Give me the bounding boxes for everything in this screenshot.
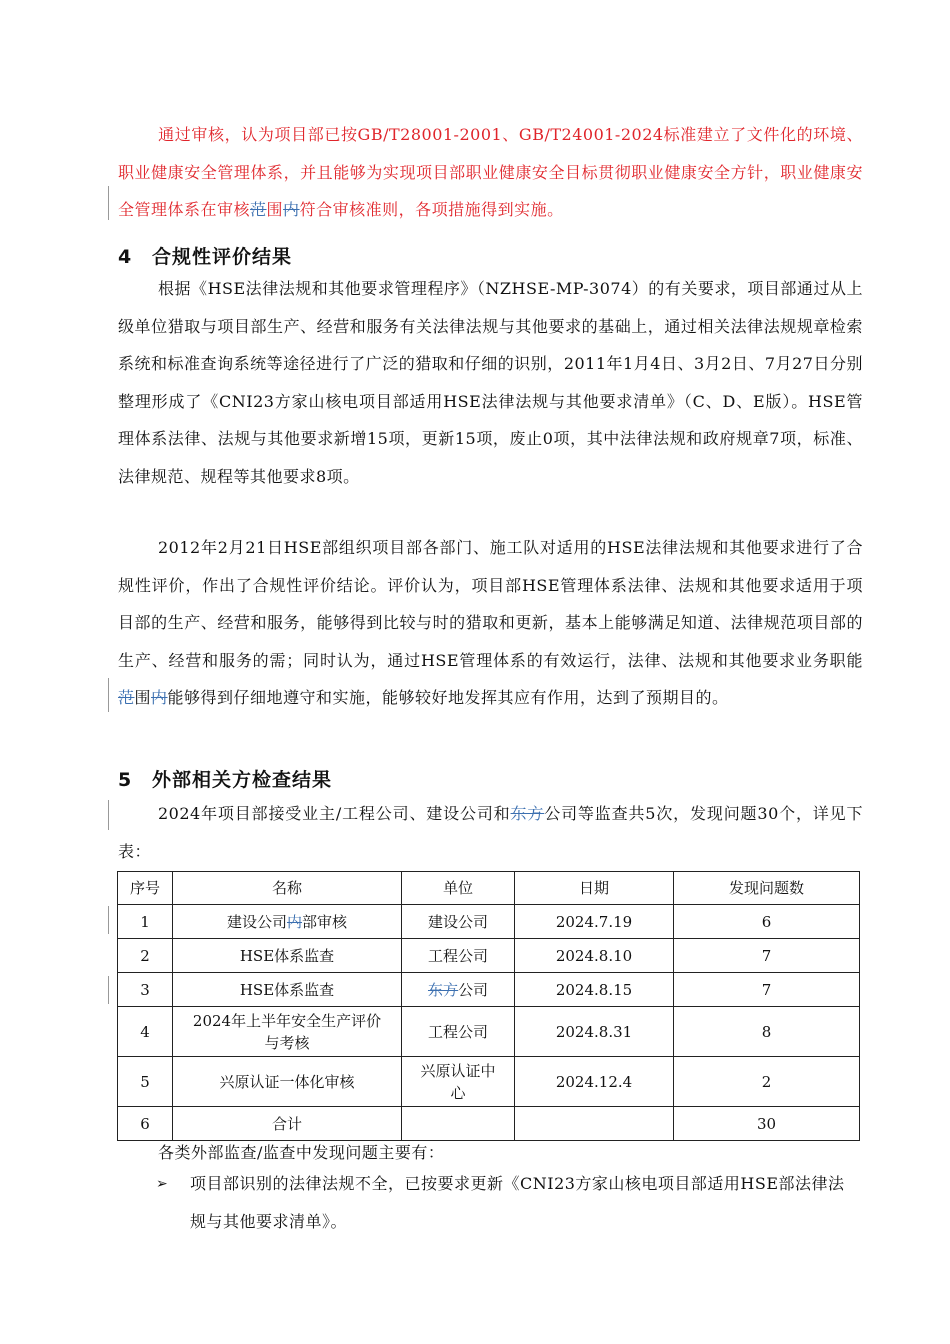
change-bar: [108, 800, 109, 830]
column-header: 名称: [173, 872, 402, 905]
table-row: [118, 973, 860, 1007]
cell-unit: 建设公司: [402, 905, 515, 939]
deleted-text: 范: [118, 688, 135, 708]
cell-no: 3: [118, 973, 173, 1007]
table-row: [118, 1057, 860, 1107]
cell-date: 2024.8.15: [515, 973, 674, 1007]
change-bar: [108, 678, 109, 712]
cell-no: 2: [118, 939, 173, 973]
cell-name: HSE体系监查: [173, 939, 402, 973]
section-title: 外部相关方检查结果: [152, 769, 333, 791]
cell-count: 30: [674, 1107, 860, 1141]
section-number: 4: [118, 246, 133, 268]
section-5-paragraph: 2024年项目部接受业主/工程公司、建设公司和东方公司等监查共5次，发现问题30个，详见下表：: [118, 804, 863, 861]
inspection-table: [117, 871, 860, 1141]
cell-date: 2024.7.19: [515, 905, 674, 939]
arrow-bullet-icon: ➢: [156, 1176, 169, 1192]
deleted-text: 内: [151, 688, 168, 708]
deleted-text: 内: [283, 200, 300, 220]
cell-count: 2: [674, 1057, 860, 1107]
cell-count: 8: [674, 1007, 860, 1057]
cell-no: 6: [118, 1107, 173, 1141]
column-header: 日期: [515, 872, 674, 905]
cell-date: 2024.12.4: [515, 1057, 674, 1107]
cell-unit: 工程公司: [402, 939, 515, 973]
cell-unit: 东方公司: [402, 973, 515, 1007]
table-header-row: [118, 872, 860, 905]
table-row: [118, 1007, 860, 1057]
cell-date: 2024.8.31: [515, 1007, 674, 1057]
cell-date: 2024.8.10: [515, 939, 674, 973]
cell-no: 5: [118, 1057, 173, 1107]
section-5-heading: [118, 765, 332, 792]
cell-unit: 工程公司: [402, 1007, 515, 1057]
table-row: [118, 905, 860, 939]
cell-name: 建设公司内部审核: [173, 905, 402, 939]
cell-name: HSE体系监查: [173, 973, 402, 1007]
cell-count: 7: [674, 973, 860, 1007]
section-title: 合规性评价结果: [152, 246, 293, 268]
column-header: 序号: [118, 872, 173, 905]
change-bar: [108, 976, 109, 1004]
cell-name: 合计: [173, 1107, 402, 1141]
table-row: [118, 939, 860, 973]
deleted-text: 内: [286, 912, 302, 931]
change-bar: [108, 186, 109, 220]
cell-name: 兴原认证一体化审核: [173, 1057, 402, 1107]
section-4-paragraph-2: 2012年2月21日HSE部组织项目部各部门、施工队对适用的HSE法律法规和其他要求进行了合规性评价，作出了合规性评价结论。评价认为，项目部HSE管理体系法律、法规和其他要求适用于项目部的生产、经营和服务，能够得到比较与时的猎取和更新，基本上能够满足知道、法律规范项目部的生产、经营和服务的需；同时认为，通过HSE管理体系的有效运行，法律、法规和其他要求业务职能范围内能够得到仔细地遵守和实施，能够较好地发挥其应有作用，达到了预期目的。: [118, 538, 863, 708]
change-bar: [108, 906, 109, 934]
column-header: 发现问题数: [674, 872, 860, 905]
list-item-text: 项目部识别的法律法规不全，已按要求更新《CNI23方家山核电项目部适用HSE部法律法规与其他要求清单》。: [190, 1174, 845, 1231]
deleted-text: 东方: [510, 804, 545, 823]
section-4-heading: [118, 242, 292, 269]
list-item: [156, 1165, 861, 1241]
section-number: 5: [118, 769, 133, 791]
deleted-text: 范: [250, 200, 267, 220]
cell-count: 6: [674, 905, 860, 939]
cell-no: 1: [118, 905, 173, 939]
cell-name: 2024年上半年安全生产评价与考核: [173, 1007, 402, 1057]
column-header: 单位: [402, 872, 515, 905]
cell-no: 4: [118, 1007, 173, 1057]
intro-paragraph: 通过审核，认为项目部已按GB/T28001-2001、GB/T24001-2024标准建立了文件化的环境、职业健康安全管理体系，并且能够为实现项目部职业健康安全目标贯彻职业健康安全方针，职业健康安全管理体系在审核范围内符合审核准则，各项措施得到实施。: [118, 125, 863, 220]
after-table-text: 各类外部监查/监查中发现问题主要有：: [158, 1143, 445, 1162]
cell-unit: 兴原认证中心: [402, 1057, 515, 1107]
cell-count: 7: [674, 939, 860, 973]
deleted-text: 东方: [427, 980, 458, 999]
section-4-paragraph-1: 根据《HSE法律法规和其他要求管理程序》（NZHSE-MP-3074）的有关要求，项目部通过从上级单位猎取与项目部生产、经营和服务有关法律法规与其他要求的基础上，通过相关法律法规规章检索系统和标准查询系统等途径进行了广泛的猎取和仔细的识别，2011年1月4日、3月2日、7月27日分别整理形成了《CNI23方家山核电项目部适用HSE法律法规与其他要求清单》（C、D、E版）。HSE管理体系法律、法规与其他要求新增15项，更新15项，废止0项，其中法律法规和政府规章7项，标准、法律规范、规程等其他要求8项。: [118, 279, 863, 486]
